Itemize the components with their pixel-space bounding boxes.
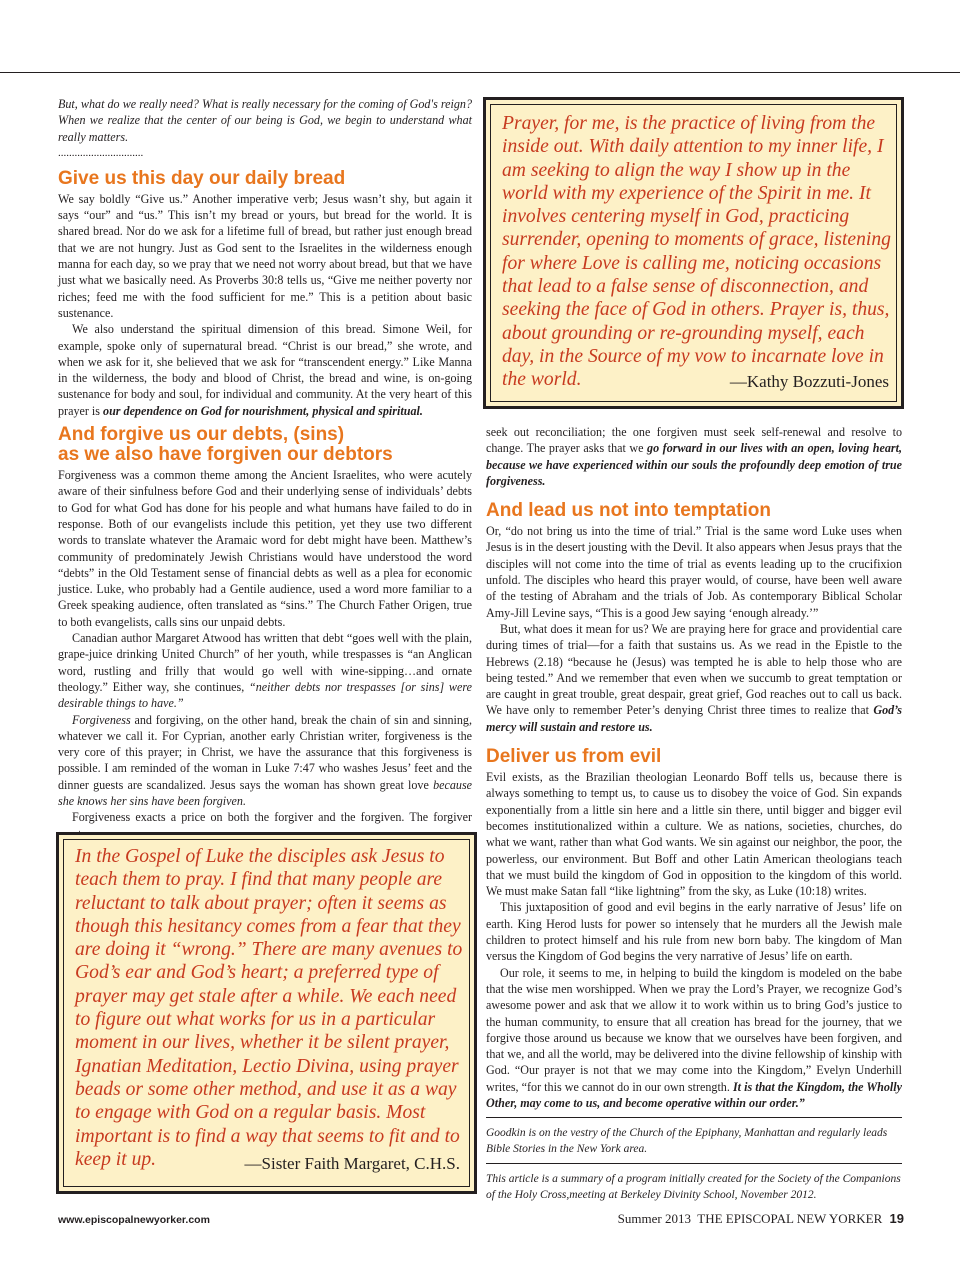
footer-url[interactable]: www.episcopalnewyorker.com [58,1214,210,1226]
paragraph: Canadian author Margaret Atwood has written that debt “goes well with the plain, grape-juice drinking United Church” of her youth, while trespasses is “an Anglican word, rustling and frilly that would go well with wine-sipping…and ornate theology.” Either way, she continues, “neither debts nor trespasses [or sins] were desirable things to have.” [58,631,472,711]
paragraph: Evil exists, as the Brazilian theologian Leonardo Boff tells us, because there is always something to tempt us, to cause us to disobey the voice of God. Sin expands exponentially from a little sin here and a little sin there, until bigger and bigger evil becomes institutionalized within a culture. We as nations, societies, churches, do what we want, rather than what God wants. We sin against our neighbor, the poor, the powerless, our environment. But Boff and other Latin American theologians teach that we must build the kingdom of God in opposition to the kingdom of this world. We must make Satan fall “like lightning” from the sky, as Luke (10:18) writes. [486,770,902,899]
pullquote-sister-faith [56,832,477,1194]
pullquote-kathy [483,97,904,409]
right-column [486,424,902,1203]
publication-name: THE EPISCOPAL NEW YORKER [697,1211,883,1226]
emphasis: our dependence on God for nourishment, physical and spiritual. [103,403,423,418]
left-column [58,96,472,842]
footer-folio [618,1211,904,1227]
pullquote-attribution: —Sister Faith Margaret, C.H.S. [244,1154,460,1173]
intro-italic: But, what do we really need? What is really necessary for the coming of God's reign? When we realize that the center of our being is God, we begin to understand what really matters. [58,97,472,144]
emphasis: go forward in our lives with an open, loving heart, because we have experienced within our souls the profoundly deep emotion of true forgiveness. [486,441,902,488]
paragraph: Or, “do not bring us into the time of trial.” Trial is the same word Luke uses when Jesus is in the desert jousting with the Devil. It also appears when Jesus prays that the disciples will not come into the time of trial as events leading up to the crucifixion unfold. The disciples who heard this prayer would, of course, have been well aware of the testing of Abraham and the trials of Job. As contemporary Biblical Scholar Amy-Jill Levine says, “This is a good Jew saying ‘enough already.’” [486,524,902,620]
heading-forgive-debts: And forgive us our debts, (sins) as we also have forgiven our debtors [58,424,393,466]
section-divider-dots: ............................... [58,146,144,159]
issue-label: Summer 2013 [617,1211,691,1226]
heading-daily-bread: Give us this day our daily bread [58,167,346,189]
article-note: This article is a summary of a program initially created for the Society of the Companions of the Holy Cross,meeting at Berkeley Divinity School, November 2012. [486,1173,901,1202]
heading-deliver-evil: Deliver us from evil [486,746,662,768]
divider [486,1163,902,1164]
emphasis: It is that the Kingdom, the Wholly Other, may come to us, and become operative within our order.” [486,1079,902,1110]
emphasis: God’s mercy will sustain and restore us. [486,703,903,734]
heading-temptation: And lead us not into temptation [486,500,771,522]
paragraph: Forgiveness exacts a price on both the forgiver and the forgiven. The forgiver [72,810,472,825]
paragraph: We say boldly “Give us.” Another imperative verb; Jesus wasn’t shy, but again it says “our” and “us.” This isn’t my bread or yours, but bread for the world. It is shared bread. Nor do we ask for a lifetime full of bread, but rather just enough bread that we are not hungry. Just as God sent to the Israelites in the wilderness enough manna for each day, so we pray that we need not worry about bread, but that we have just what we basically need. As Proverbs 30:8 tells us, “Give me neither poverty nor riches; feed me with the food sufficient for me.” This is a petition about basic sustenance. [58,191,472,320]
pullquote-text: In the Gospel of Luke the disciples ask Jesus to teach them to pray. I find that many people are reluctant to talk about prayer; often it seems as though this hesitancy comes from a fear that they are doing it “wrong.” There are many avenues to God’s ear and God’s heart; a preferred type of prayer may get stale after a while. We each need to figure out what works for us in a particular moment in our lives, whether it be silent prayer, Ignatian Meditation, Lectio Divina, using prayer beads or some other method, and use it as a way to engage with God on a regular basis. Most important is to find a way that seems to fit and to keep it up. [75,846,463,1170]
italic-quote: “neither debts nor trespasses [or sins] were desirable things to have.” [58,679,472,711]
top-rule [0,72,960,73]
paragraph: Forgiveness was a common theme among the Ancient Israelites, who were acutely aware of their sinfulness before God and their underlying sense of individuals’ debts to God for what God has done for his people and what humans have failed to do in response. Both of our evangelists include this petition, yet they use two different words to translate whatever the Aramaic word for debt might have been. Matthew’s community of predominately Jewish Christians would have understood the word “debts” in the Old Testament sense of financial debts as well as a plea for economic justice. Luke, who probably had a Gentile audience, used a word more familiar to a Greek speaking audience, often translated as “sins.” The Church Father Origen, true to both evangelists, calls sins our unpaid debts. [58,468,472,629]
paragraph: This juxtaposition of good and evil begins in the early narrative of Jesus’ life on earth. King Herod lusts for power so intensely that he murders all the Jewish male children to protect himself and his rule from new born baby. The kingdom of Man versus the Kingdom of God begins the very narrative of Jesus’ life on earth. [486,900,902,964]
paragraph: But, what does it mean for us? We are praying here for grace and providential care during times of trial—for a faith that sustains us. As we read in the Epistle to the Hebrews (2.18) “because he (Jesus) was tempted he is able to help those who are being tested.” And we remember that even when we succumb to great temptation or are caught in great trouble, great despair, great grief, God reaches out to call us back. We have only to remember Peter’s denying Christ three times to realize that God’s mercy will sustain and restore us. [486,621,903,734]
paragraph: Forgiveness and forgiving, on the other hand, break the chain of sin and sinning, whatever we call it. For Cyprian, another early Christian writer, forgiveness is the very core of this prayer; in Christ, we have the assurance that this forgiveness is possible. I am reminded of the woman in Luke 7:47 who washes Jesus’ feet and the dinner guests are scandalized. Jesus says the woman has shown great love because she knows her sins have been forgiven. [58,712,473,808]
paragraph: seek out reconciliation; the one forgiven must seek self-renewal and resolve to change. The prayer asks that we go forward in our lives with an open, loving heart, because we have experienced within our souls the profoundly deep emotion of true forgiveness. [486,425,902,488]
pullquote-text: Prayer, for me, is the practice of living from the inside out. With daily attention to my inner life, I am seeking to align the way I show up in the world with my experience of the Spirit in me. It involves centering myself in God, practicing surrender, opening to moments of grace, listening for where Love is calling me, noticing occasions that lead to a false sense of disconnection, and seeking the face of God in others. Prayer is, thus, about grounding or re-grounding myself, each day, in the Source of my vow to incarnate love in the world. [502,113,891,391]
paragraph: Our role, it seems to me, in helping to build the kingdom is modeled on the babe that the wise men worshipped. When we pray the Lord’s Prayer, we recognize God’s awesome power and ask that we allow it to work within us to bring God’s justice to the human community, to ensure that all creation has bread for the journey, that we forgive those around us because we know that we ourselves have been forgiven, and that we, and all the world, may be delivered into the divine fellowship of kinship with God. “Our prayer is not that we may come into the Kingdom,” Evelyn Underhill writes, “for this we cannot do in our own strength. It is that the Kingdom, the Wholly Other, may come to us, and become operative within our order.” [486,965,902,1110]
divider [486,1117,902,1118]
pullquote-attribution: —Kathy Bozzuti-Jones [729,372,889,391]
page-number: 19 [889,1211,904,1226]
author-bio: Goodkin is on the vestry of the Church of the Epiphany, Manhattan and regularly leads Bible Stories in the New York area. [486,1127,888,1156]
paragraph: We also understand the spiritual dimension of this bread. Simone Weil, for example, spoke only of supernatural bread. “Christ is our bread,” she wrote, and when we ask for it, she believed that we ask for “transcendent energy.” Like Manna in the wilderness, the body and blood of Christ, the bread and wine, is on-going sustenance for body and soul, for individual and community. At the very heart of this prayer is our dependence on God for nourishment, physical and spiritual. [58,322,472,418]
